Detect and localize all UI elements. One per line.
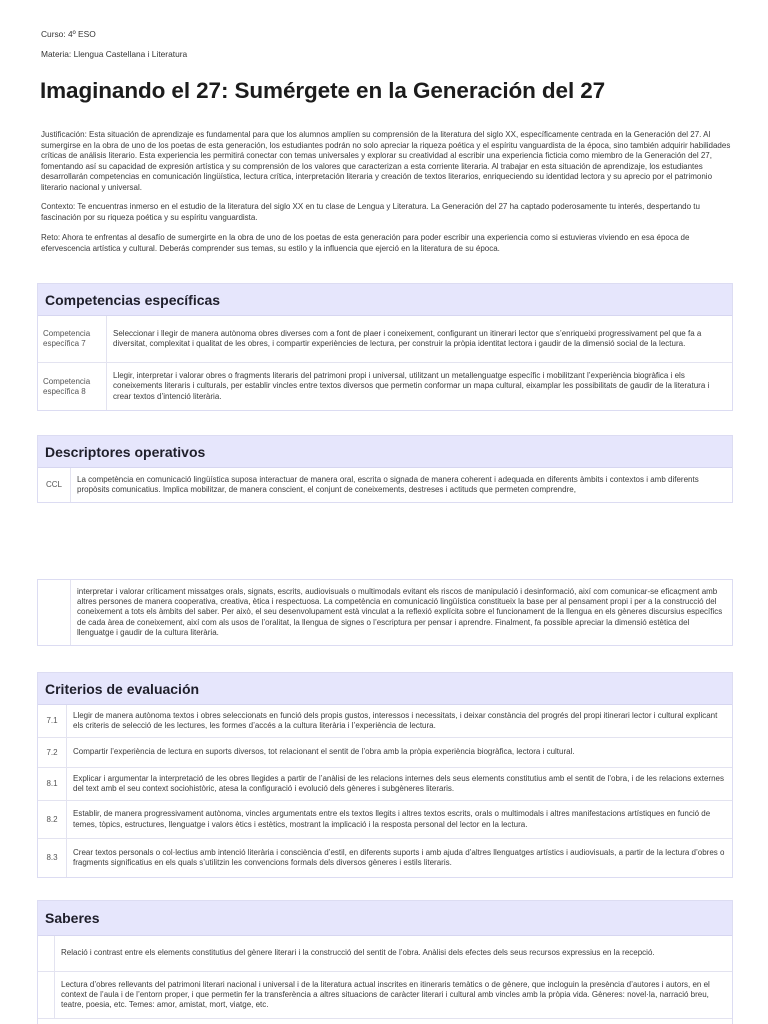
competency-text: Seleccionar i llegir de manera autònoma obres diverses com a font de plaer i coneixement, configurant un itinerari lector que s’enriqueixi progressivament pel que fa a diversitat, complexitat i qualitat de les obres, i compartir experiències de lectura, per construir la pròpia identitat lectora i gaudir de la dimensió social de la lectura. bbox=[113, 328, 702, 348]
competency-key: Competencia específica 8 bbox=[38, 363, 107, 410]
criteria-header bbox=[38, 673, 732, 705]
competencies-header bbox=[38, 284, 732, 316]
knowledge-text: Relació i contrast entre els elements constitutius del gènere literari i la construcció del sentit de l’obra. Anàlisi dels efectes dels seus recursos expressius en la recepció. bbox=[61, 948, 655, 958]
descriptors-header bbox=[38, 436, 732, 468]
knowledge-text: Lectura d’obres rellevants del patrimoni literari nacional i universal i de la literatura actual inscrites en itineraris temàtics o de gènere, que incloguin la presència d’autores i autors, en el context de l’aula i de l’entorn proper, i que permetin fer la transferència a altres situacions de caràcter literari i cultural amb vincles amb la pròpia vida. Gèneres: novel·la, narració breu, teatre, poesia, etc. Temes: amor, amistat, mort, viatge, etc. bbox=[61, 979, 710, 1010]
descriptors-heading: Descriptores operativos bbox=[45, 443, 206, 460]
descriptor-text: interpretar i valorar críticament missatges orals, signats, escrits, audiovisuals o multimodals evitant els riscos de manipulació i desinformació, així com comunicar-se eficaçment amb altres persones de manera cooperativa, creativa, ètica i respectuosa. La competència en comunicació lingüística constitueix la base per al pensament propi i per a la construcció del coneixement a tots els àmbits del saber. Per això, el seu desenvolupament està vinculat a la reflexió explícita sobre el funcionament de la llengua en els gèneres discursius específics de cada àrea de coneixement, així com als usos de l’oralitat, la llengua de signes o l’escriptura per pensar i aprendre. Finalment, fa possible apreciar la dimensió estètica del llenguatge i gaudir de la cultura literària. bbox=[77, 586, 723, 637]
criterion-row bbox=[38, 705, 732, 738]
competency-row bbox=[38, 316, 732, 363]
criterion-text: Crear textos personals o col·lectius amb intenció literària i consciència d’estil, en diferents suports i amb ajuda d’altres llenguatges artístics i audiovisuals, a partir de la lectura d’obres o fragments significatius en els quals s’utilitzin les convencions formals dels diversos gèneres i estils literaris. bbox=[73, 847, 725, 867]
descriptor-text: La competència en comunicació lingüística suposa interactuar de manera oral, escrita o signada de manera coherent i adequada en diferents àmbits i contextos i amb diferents propòsits comunicatius. Implica mobilitzar, de manera conscient, el conjunt de coneixements, destreses i actituds que permeten comprendre, bbox=[77, 474, 699, 494]
competencies-section bbox=[37, 283, 733, 411]
criterion-key: 8.2 bbox=[38, 801, 67, 838]
criterion-row bbox=[38, 839, 732, 877]
descriptor-continuation bbox=[37, 579, 733, 646]
subject-label: Materia: Llengua Castellana i Literatura bbox=[41, 49, 188, 59]
descriptor-key-empty bbox=[38, 580, 71, 645]
descriptor-key: CCL bbox=[38, 468, 71, 502]
knowledge-row bbox=[38, 972, 732, 1019]
competencies-heading: Competencias específicas bbox=[45, 291, 221, 308]
criterion-key: 7.2 bbox=[38, 738, 67, 767]
challenge-paragraph: Reto: Ahora te enfrentas al desafío de sumergirte en la obra de uno de los poetas de esta generación para poder escribir una experiencia como si estuvieras viviendo en esa época de efervescencia artística y cultural. Deberás comprender sus temas, su estilo y la influencia que ejerció en la literatura de su época. bbox=[41, 233, 690, 253]
context-paragraph: Contexto: Te encuentras inmerso en el estudio de la literatura del siglo XX en tu clase de Lengua y Literatura. La Generación del 27 ha captado poderosamente tu interés, despertando tu fascinación por su riqueza poética y su espíritu vanguardista. bbox=[41, 202, 700, 222]
criteria-section bbox=[37, 672, 733, 878]
knowledge-row bbox=[38, 936, 732, 972]
criterion-text: Establir, de manera progressivament autònoma, vincles argumentats entre els textos llegits i altres textos escrits, orals o multimodals i altres manifestacions artístiques en funció de temes, tòpics, estructures, llenguatge i valors ètics i estètics, mostrant la implicació i la resposta personal del lector en la lectura. bbox=[73, 809, 711, 829]
criteria-heading: Criterios de evaluación bbox=[45, 680, 200, 697]
criterion-text: Llegir de manera autònoma textos i obres seleccionats en funció dels propis gustos, interessos i necessitats, i deixar constància del progrés del propi itinerari lector i cultural explicant els criteris de selecció de les lectures, les formes d’accés a la cultura literària i l’experiència de lectura. bbox=[73, 710, 718, 730]
competency-row bbox=[38, 363, 732, 410]
criterion-row bbox=[38, 768, 732, 801]
page-title: Imaginando el 27: Sumérgete en la Generación del 27 bbox=[40, 78, 606, 103]
criterion-row bbox=[38, 738, 732, 768]
descriptor-row bbox=[38, 580, 732, 645]
criterion-text: Explicar i argumentar la interpretació de les obres llegides a partir de l’anàlisi de les relacions internes dels seus elements constitutius amb el sentit de l’obra, i de les relacions externes del text amb el seu context sociohistòric, atesa la configuració i evolució dels gèneres i subgèneres literaris. bbox=[73, 773, 724, 793]
course-label: Curso: 4º ESO bbox=[41, 29, 96, 39]
knowledge-key-empty bbox=[38, 936, 55, 971]
knowledge-header bbox=[38, 901, 732, 936]
criterion-key: 8.3 bbox=[38, 839, 67, 877]
justification-paragraph: Justificación: Esta situación de aprendizaje es fundamental para que los alumnos amplíen su comprensión de la literatura del siglo XX, específicamente centrada en la Generación del 27. Al sumergirse en la obra de uno de los poetas de esta generación, los estudiantes podrán no solo apreciar la riqueza poética y el espíritu vanguardista de la época, sino también adquirir habilidades críticas de análisis literario. Esta experiencia les permitirá conectar con temas universales y explorar su creatividad al escribir una experiencia ficticia como miembro de la Generación del 27, fomentando así su capacidad de expresión artística y su comprensión de los valores que caracterizan a esta corriente literaria. Al trabajar en esta situación de aprendizaje, los estudiantes desarrollarán competencias en comunicación lingüística, lectura crítica, interpretación literaria y creación de textos literarios, enriqueciendo su identidad lectora y su aprecio por el patrimonio literario nacional y universal. bbox=[41, 130, 731, 192]
descriptor-row bbox=[38, 468, 732, 502]
knowledge-key-empty bbox=[38, 972, 55, 1018]
criterion-key: 8.1 bbox=[38, 768, 67, 800]
knowledge-section bbox=[37, 900, 733, 1024]
descriptors-section bbox=[37, 435, 733, 503]
competency-text: Llegir, interpretar i valorar obres o fragments literaris del patrimoni propi i universal, utilitzant un metallenguatge específic i mobilitzant l’experiència biogràfica i els coneixements literaris i culturals, per establir vincles entre textos diversos que permetin conformar un mapa cultural, eixamplar les possibilitats de gaudir de la literatura i crear textos d’intenció literària. bbox=[113, 371, 710, 401]
criterion-key: 7.1 bbox=[38, 705, 67, 737]
criterion-text: Compartir l’experiència de lectura en suports diversos, tot relacionant el sentit de l’obra amb la pròpia experiència biogràfica, lectora i cultural. bbox=[73, 747, 575, 757]
competency-key: Competencia específica 7 bbox=[38, 316, 107, 362]
criterion-row bbox=[38, 801, 732, 839]
knowledge-heading: Saberes bbox=[45, 910, 100, 926]
